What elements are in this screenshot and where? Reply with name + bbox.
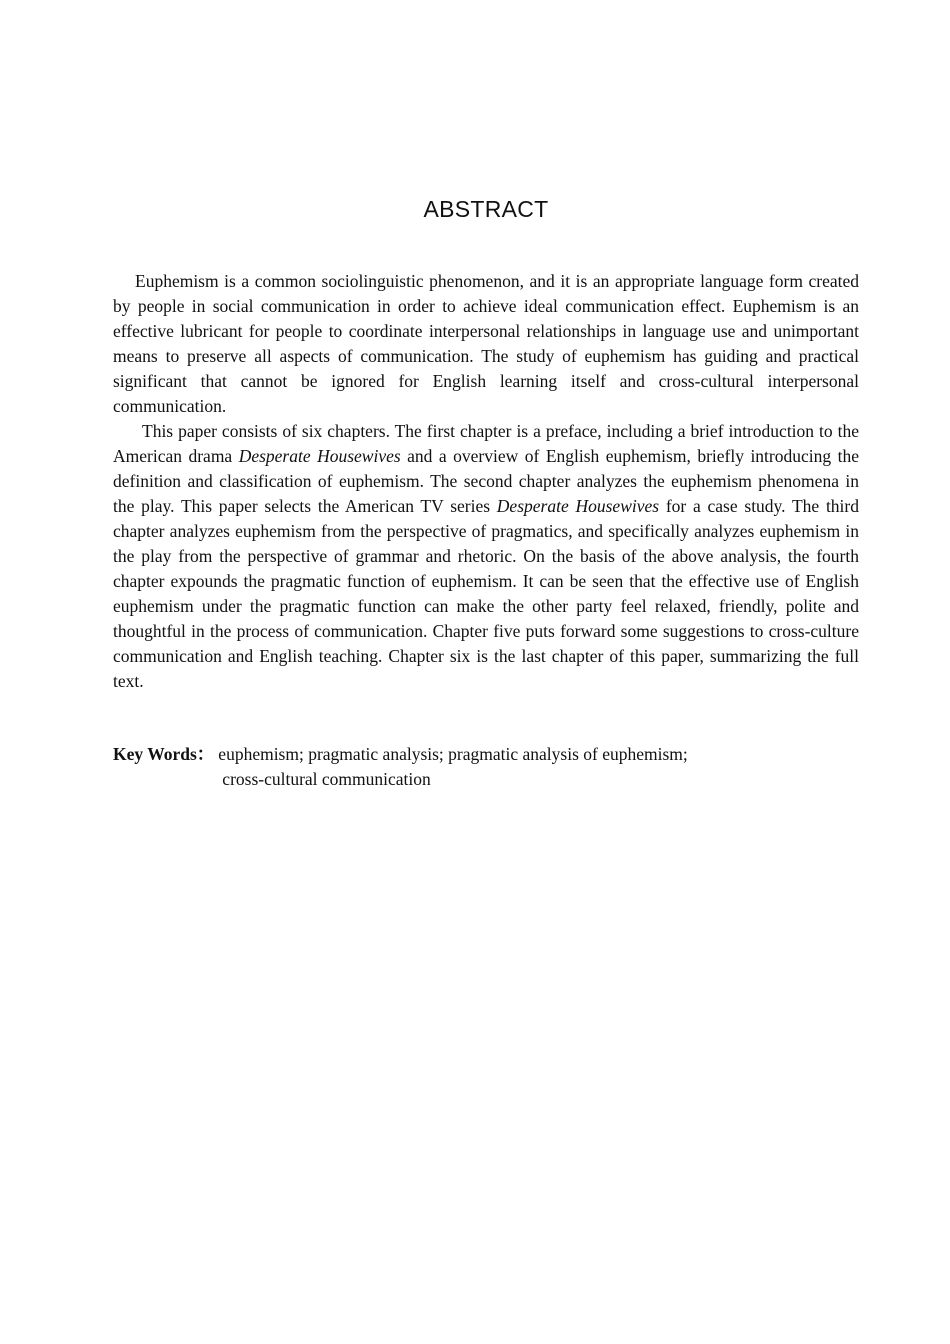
- abstract-paragraph-1: Euphemism is a common sociolinguistic phenomenon, and it is an appropriate language form created by people in social communication in order to achieve ideal communication effect. Euphemism is an effective lubricant for people to coordinate interpersonal relationships in language use and unimportant means to preserve all aspects of communication. The study of euphemism has guiding and practical significant that cannot be ignored for English learning itself and cross-cultural interpersonal communication.: [113, 271, 859, 416]
- paragraph-2-text-part-1: This paper consists of six chapters. The first chapter is a preface, including a brief introduction to the American drama: [113, 421, 859, 466]
- keywords-block: [113, 742, 859, 792]
- series-title-italic: Desperate Housewives: [496, 496, 660, 516]
- keywords-colon: ：: [196, 744, 215, 764]
- abstract-body: [113, 269, 859, 694]
- drama-title-italic: Desperate Housewives: [238, 446, 401, 466]
- abstract-paragraph-2: [113, 419, 859, 694]
- keywords-list: [214, 742, 687, 792]
- page-title: ABSTRACT: [423, 196, 549, 222]
- keywords-label: Key Words: [113, 744, 197, 764]
- keywords-line-2: cross-cultural communication: [222, 769, 431, 789]
- paragraph-2-text-part-3: for a case study. The third chapter analyzes euphemism from the perspective of pragmatics, and specifically analyzes euphemism in the play from the perspective of grammar and rhetoric. On the basis of the above analysis, the fourth chapter expounds the pragmatic function of euphemism. It can be seen that the effective use of English euphemism under the pragmatic function can make the other party feel relaxed, friendly, polite and thoughtful in the process of communication. Chapter five puts forward some suggestions to cross-culture communication and English teaching. Chapter six is the last chapter of this paper, summarizing the full text.: [113, 496, 859, 691]
- keywords-line-1: euphemism; pragmatic analysis; pragmatic analysis of euphemism;: [218, 744, 688, 764]
- paragraph-2-text-part-2: and a overview of English euphemism, briefly introducing the definition and classification of euphemism. The second chapter analyzes the euphemism phenomena in the play. This paper selects the American TV series: [113, 446, 859, 516]
